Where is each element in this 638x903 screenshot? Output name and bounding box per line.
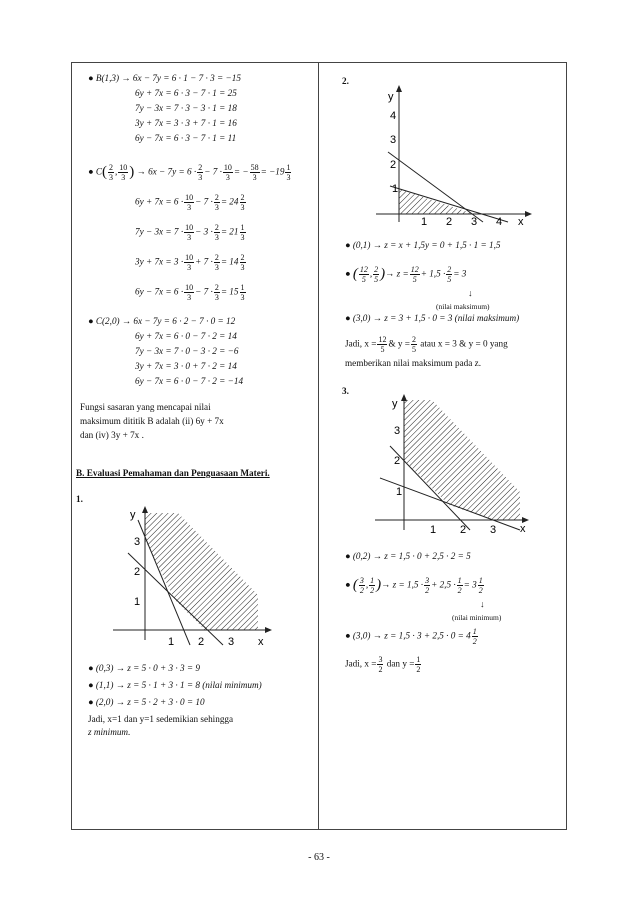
- note-text: (nilai maksimum): [436, 302, 490, 311]
- y-axis-label: y: [392, 398, 398, 410]
- conclusion-text: dan (iv) 3y + 7x .: [80, 430, 144, 440]
- point-c2-label: C(2,0): [95, 316, 120, 326]
- q2-conclusion: Jadi, x = $\frac{12}{5}$ & y = $\frac{2}{5}$ atau x = 3 & y = 0 yang: [345, 335, 508, 354]
- fraction: $\frac{10}{3}$: [119, 163, 128, 182]
- q1-conclusion: z minimum.: [88, 727, 131, 737]
- y-axis-label: y: [388, 91, 394, 103]
- x-tick-label: 2: [460, 524, 467, 536]
- fraction: $\frac{2}{3}$: [109, 163, 113, 182]
- equation-line: 7y − 3x = 7 · $\frac{10}{3}$ − 3 · $\frac{2}{3}$ = 21 $\frac{1}{3}$: [135, 223, 245, 242]
- q1-line: ● (1,1) → z = 5 · 1 + 3 · 1 = 8 (nilai minimum): [88, 680, 262, 690]
- q3-line: ● (3,0) → z = 1,5 · 3 + 2,5 · 0 = 4 $\frac{1}{2}$: [345, 627, 477, 646]
- y-tick-label: 4: [390, 110, 397, 122]
- y-tick-label: 1: [396, 486, 403, 498]
- q2-line: ● ( $\frac{12}{5}$ , $\frac{2}{5}$ )→ z = $\frac{12}{5}$ + 1,5 · $\frac{2}{5}$ = 3: [345, 265, 467, 284]
- section-heading: B. Evaluasi Pemahaman dan Penguasaan Materi.: [76, 468, 270, 478]
- equation-line: 3y + 7x = 3 · 0 + 7 · 2 = 14: [135, 361, 237, 371]
- equation-line: 7y − 3x = 7 · 0 − 3 · 2 = −6: [135, 346, 239, 356]
- x-tick-label: 3: [490, 524, 497, 536]
- q3-line: ● (0,2) → z = 1,5 · 0 + 2,5 · 2 = 5: [345, 551, 471, 561]
- y-tick-label: 3: [394, 425, 401, 437]
- arrow-down-icon: ↓: [480, 599, 485, 609]
- point-c-label: C: [95, 166, 102, 177]
- page-number: - 63 -: [308, 852, 330, 863]
- graph-2: [368, 82, 540, 232]
- arrow-down-icon: ↓: [468, 288, 473, 298]
- y-tick-label: 2: [394, 455, 401, 467]
- q2-line: ● (0,1) → z = x + 1,5y = 0 + 1,5 · 1 = 1,5: [345, 240, 501, 250]
- feasible-region: [399, 189, 474, 214]
- x-axis-label: x: [518, 216, 524, 228]
- y-axis-label: y: [130, 509, 136, 521]
- point-b-line: ● B(1,3) → 6x − 7y = 6 · 1 − 7 · 3 = −15: [88, 73, 241, 83]
- x-tick-label: 2: [446, 216, 453, 228]
- equation-line: 6y + 7x = 6 · 3 − 7 · 1 = 25: [135, 88, 237, 98]
- fraction: $\frac{1}{3}$: [286, 163, 291, 182]
- equation-line: 6y − 7x = 6 · 3 − 7 · 1 = 11: [135, 133, 237, 143]
- x-tick-label: 2: [198, 636, 205, 648]
- point-c-fraction-line: ● C( $\frac{2}{3}$ , $\frac{10}{3}$ ) → 6x − 7y = 6 · $\frac{2}{3}$ − 7 · $\frac{10}{3}$ = − $\frac{58}{3}$ = −19 $\frac{1}{3}$: [88, 163, 291, 182]
- x-tick-label: 3: [471, 216, 478, 228]
- note-text: (nilai minimum): [452, 613, 502, 622]
- x-axis-label: x: [520, 523, 526, 535]
- graph-3: [370, 392, 535, 540]
- conclusion-text: maksimum dititik B adalah (ii) 6y + 7x: [80, 416, 224, 426]
- fraction: $\frac{58}{3}$: [250, 163, 259, 182]
- y-tick-label: 2: [390, 159, 397, 171]
- equation-line: 6y − 7x = 6 · $\frac{10}{3}$ − 7 · $\frac{2}{3}$ = 15 $\frac{1}{3}$: [135, 283, 245, 302]
- q2-conclusion: memberikan nilai maksimum pada z.: [345, 358, 481, 368]
- question-number: 3.: [342, 386, 349, 396]
- q2-line: ● (3,0) → z = 3 + 1,5 · 0 = 3 (nilai maksimum): [345, 313, 520, 323]
- y-tick-label: 3: [390, 134, 397, 146]
- question-number: 2.: [342, 76, 349, 86]
- equation-line: 6y − 7x = 6 · 0 − 7 · 2 = −14: [135, 376, 244, 386]
- q1-line: ● (0,3) → z = 5 · 0 + 3 · 3 = 9: [88, 663, 200, 673]
- equation-line: 6y + 7x = 6 · $\frac{10}{3}$ − 7 · $\frac{2}{3}$ = 24 $\frac{2}{3}$: [135, 193, 245, 212]
- y-tick-label: 1: [392, 183, 399, 195]
- q3-line: ● ( $\frac{3}{2}$ , $\frac{1}{2}$ )→ z = 1,5 · $\frac{3}{2}$ + 2,5 · $\frac{1}{2}$ = 3 $\frac{1}{2}$: [345, 576, 483, 595]
- column-divider: [318, 62, 319, 830]
- equation-line: → 6x − 7y = 6 · 2 − 7 · 0 = 12: [121, 316, 236, 326]
- equation-line: 7y − 3x = 7 · 3 − 3 · 1 = 18: [135, 103, 237, 113]
- equation-line: 6y + 7x = 6 · 0 − 7 · 2 = 14: [135, 331, 237, 341]
- x-tick-label: 1: [168, 636, 175, 648]
- point-c2-line: ● C(2,0) → 6x − 7y = 6 · 2 − 7 · 0 = 12: [88, 316, 236, 326]
- fraction: $\frac{10}{3}$: [223, 163, 232, 182]
- y-tick-label: 2: [134, 566, 141, 578]
- equation-line: 3y + 7x = 3 · 3 + 7 · 1 = 16: [135, 118, 237, 128]
- x-tick-label: 3: [228, 636, 235, 648]
- point-b-label: B(1,3): [95, 73, 120, 83]
- x-axis-label: x: [258, 636, 264, 648]
- q1-conclusion: Jadi, x=1 dan y=1 sedemikian sehingga: [88, 714, 234, 724]
- x-tick-label: 1: [430, 524, 437, 536]
- y-tick-label: 3: [134, 536, 141, 548]
- x-tick-label: 4: [496, 216, 503, 228]
- feasible-region: [404, 400, 520, 520]
- equation-part: = −19: [260, 166, 285, 177]
- fraction: $\frac{2}{3}$: [198, 163, 203, 182]
- equation-part: → 6x − 7y = 6 ·: [136, 166, 197, 177]
- x-tick-label: 1: [421, 216, 428, 228]
- feasible-region: [145, 513, 258, 630]
- equation-line: 3y + 7x = 3 · $\frac{10}{3}$ + 7 · $\frac{2}{3}$ = 14 $\frac{2}{3}$: [135, 253, 245, 272]
- equation-part: = −: [233, 166, 249, 177]
- equation-line: → 6x − 7y = 6 · 1 − 7 · 3 = −15: [121, 73, 241, 83]
- question-number: 1.: [76, 494, 83, 504]
- q1-line: ● (2,0) → z = 5 · 2 + 3 · 0 = 10: [88, 697, 205, 707]
- conclusion-text: Fungsi sasaran yang mencapai nilai: [80, 402, 211, 412]
- q3-conclusion: Jadi, x = $\frac{3}{2}$ dan y = $\frac{1}{2}$: [345, 655, 421, 674]
- equation-part: − 7 ·: [204, 166, 222, 177]
- y-tick-label: 1: [134, 596, 141, 608]
- graph-1: [108, 505, 278, 655]
